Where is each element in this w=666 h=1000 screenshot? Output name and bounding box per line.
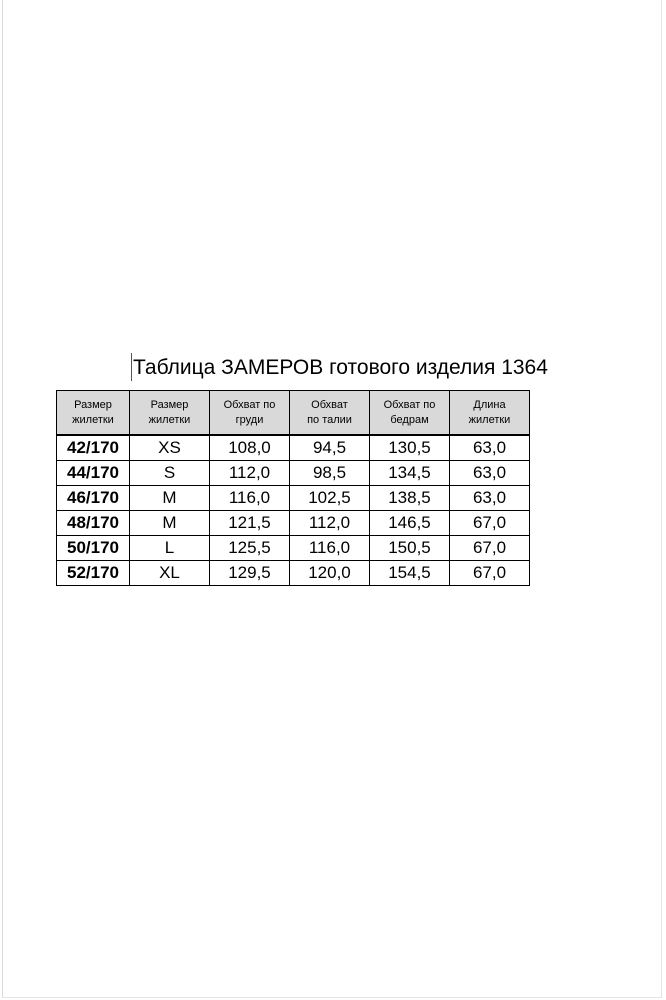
table-cell: 154,5 [370, 561, 450, 586]
table-cell: 112,0 [210, 461, 290, 486]
table-cell: 63,0 [450, 461, 530, 486]
header-cell-length: Длина жилетки [450, 391, 530, 436]
table-cell: XL [130, 561, 210, 586]
table-cell: 63,0 [450, 486, 530, 511]
table-cell: 63,0 [450, 435, 530, 461]
table-cell: 138,5 [370, 486, 450, 511]
table-cell: 116,0 [210, 486, 290, 511]
document-title: Таблица ЗАМЕРОВ готового изделия 1364 [133, 356, 548, 379]
table-cell: M [130, 486, 210, 511]
table-row [57, 561, 530, 586]
table-cell: XS [130, 435, 210, 461]
table-row [57, 536, 530, 561]
table-header-row [57, 391, 530, 436]
table-row [57, 511, 530, 536]
table-cell: 150,5 [370, 536, 450, 561]
table-cell: 120,0 [290, 561, 370, 586]
table-cell: 67,0 [450, 536, 530, 561]
table-row [57, 435, 530, 461]
header-cell-waist: Обхват по талии [290, 391, 370, 436]
header-cell-letter-size: Размер жилетки [130, 391, 210, 436]
table-cell: 50/170 [57, 536, 130, 561]
table-cell: 121,5 [210, 511, 290, 536]
table-cell: 44/170 [57, 461, 130, 486]
table-cell: 52/170 [57, 561, 130, 586]
table-cell: S [130, 461, 210, 486]
table-cell: 116,0 [290, 536, 370, 561]
table-cell: 67,0 [450, 511, 530, 536]
table-cell: 94,5 [290, 435, 370, 461]
table-cell: 134,5 [370, 461, 450, 486]
measurements-table [56, 390, 530, 586]
table-cell: 102,5 [290, 486, 370, 511]
table-row [57, 486, 530, 511]
table-cell: 112,0 [290, 511, 370, 536]
table-cell: 130,5 [370, 435, 450, 461]
table-cell: 46/170 [57, 486, 130, 511]
table-cell: M [130, 511, 210, 536]
table-cell: 48/170 [57, 511, 130, 536]
table-cell: 98,5 [290, 461, 370, 486]
table-cell: 42/170 [57, 435, 130, 461]
text-cursor [131, 353, 132, 381]
table-cell: L [130, 536, 210, 561]
header-cell-chest: Обхват по груди [210, 391, 290, 436]
table-cell: 125,5 [210, 536, 290, 561]
header-cell-size: Размер жилетки [57, 391, 130, 436]
table-row [57, 461, 530, 486]
header-cell-hips: Обхват по бедрам [370, 391, 450, 436]
table-cell: 146,5 [370, 511, 450, 536]
table-cell: 108,0 [210, 435, 290, 461]
table-cell: 129,5 [210, 561, 290, 586]
table-cell: 67,0 [450, 561, 530, 586]
